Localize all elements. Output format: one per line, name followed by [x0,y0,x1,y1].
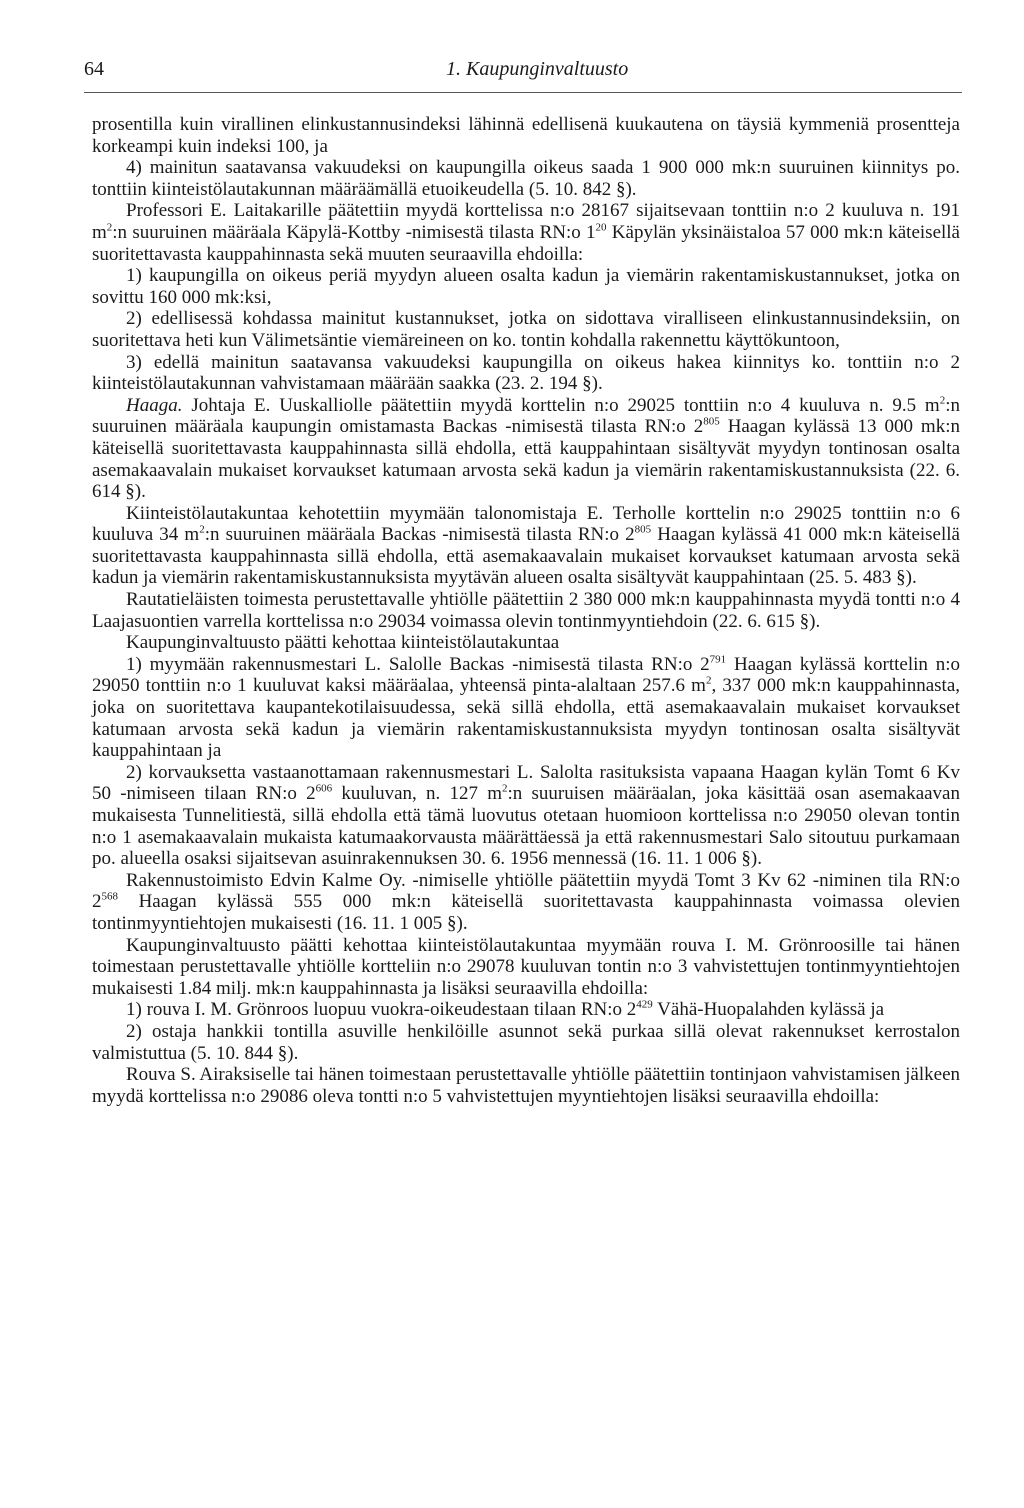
text-run: Rautatieläisten toimesta perustettavalle yhtiölle päätettiin 2 380 000 mk:n kauppahinnasta myydä tontti n:o 4 Laajasuontien varrella korttelissa n:o 29034 voimassa olevin tontinmyyntiehdoin (22. 6. 615 §). [92,589,960,632]
page-number: 64 [84,58,104,80]
paragraph [92,632,960,654]
text-run: Professori E. Laitakarille päätettiin myydä korttelissa n:o 28167 sijaitsevaan tonttiin n:o 2 kuuluva n. 191 m [92,200,960,243]
text-run: 2) edellisessä kohdassa mainitut kustannukset, jotka on sidottava viralliseen elinkustannusindeksiin, on suoritettava heti kun Välimetsäntie viemäreineen on ko. tontin kohdalla rakennettu käyttökuntoon, [92,308,960,351]
text-run: 4) mainitun saatavansa vakuudeksi on kaupungilla oikeus saada 1 900 000 mk:n suuruinen kiinnitys po. tonttiin kiinteistölautakunnan määräämällä etuoikeudella (5. 10. 842 §). [92,157,960,200]
text-run: :n suuruinen määräala Backas -nimisestä tilasta RN:o 2 [204,524,635,546]
superscript: 2 [705,675,712,688]
paragraph [92,200,960,265]
text-run: 3) edellä mainitun saatavansa vakuudeksi kaupungilla on oikeus hakea kiinnitys ko. tonttiin n:o 2 kiinteistölautakunnan vahvistamaan määrään saakka (23. 2. 194 §). [92,351,960,395]
superscript: 2 [501,783,508,796]
superscript: 429 [636,999,653,1012]
superscript: 791 [709,653,727,666]
paragraph [92,1021,960,1064]
text-run: 2) korvauksetta vastaanottamaan rakennusmestari L. Salolta rasituksista vapaana Haagan kylän Tomt 6 Kv 50 -nimiseen tilaan RN:o 2 [92,761,960,805]
text-run: kuuluvan, n. 127 m [332,783,502,805]
paragraph [92,114,960,157]
superscript: 805 [634,523,652,536]
text-run: Haagan kylässä 13 000 mk:n käteisellä suoritettavasta kauppahinnasta sillä ehdolla, että kauppahintaan sisältyvät myydyn tontinosan osalta asemakaavalain mukaiset korvaukset katumaan arvosta sekä kadun ja viemärin rakentamiskustannuksista (22. 6. 614 §). [92,416,960,503]
paragraph [92,1064,960,1107]
text-run: Haagan kylässä 555 000 mk:n käteisellä suoritettavasta kauppahinnasta voimassa olevien tontinmyyntiehtojen mukaisesti (16. 11. 1 005 §). [92,891,960,934]
paragraph [92,395,960,503]
running-title: 1. Kaupunginvaltuusto [446,58,629,80]
text-run: Rakennustoimisto Edvin Kalme Oy. -nimiselle yhtiölle päätettiin myydä Tomt 3 Kv 62 -niminen tila RN:o 2 [92,869,960,913]
paragraph [92,589,960,632]
paragraph [92,352,960,395]
text-run: prosentilla kuin virallinen elinkustannusindeksi lähinnä edellisenä kuukautena on täysiä kymmeniä prosentteja korkeampi kuin indeksi 100, ja [92,114,960,157]
paragraph [92,654,960,762]
paragraph [92,935,960,1000]
text-run: Kaupunginvaltuusto päätti kehottaa kiinteistölautakuntaa myymään rouva I. M. Grönroosille tai hänen toimestaan perustettavalle yhtiölle kortteliin n:o 29078 kuuluvan tontin n:o 3 vahvistettujen tontinmyyntiehtojen mukaisesti 1.84 milj. mk:n kauppahinnasta ja lisäksi seuraavilla ehdoilla: [92,934,960,999]
superscript: 568 [101,891,118,904]
text-run: :n suuruisen määräalan, joka käsittää osan asemakaavan mukaisesta Tunnelitiestä, sillä ehdolla että tämä luovutus otetaan huomioon korttelissa n:o 29050 olevan tontin n:o 1 asemakaavalain mukaista katumaakorvausta määrättäessä ja että rakennusmestari Salo sitoutuu purkamaan po. alueella osaksi sijaitsevan asuinrakennuksen 30. 6. 1956 mennessä (16. 11. 1 006 §). [92,783,960,870]
text-run: , 337 000 mk:n kauppahinnasta, joka on suoritettava kaupantekotilaisuudessa, sekä sillä ehdolla, että asemakaavalain mukaiset korvaukset katumaan arvosta sekä kadun ja viemärin rakentamiskustannuksista myydyn tontinosan osalta sisältyvät kauppahintaan ja [92,675,960,762]
paragraph [92,503,960,589]
page-header [84,58,964,92]
superscript: 606 [315,783,333,796]
paragraph [92,157,960,200]
text-run: Käpylän yksinäistaloa 57 000 mk:n käteisellä suoritettavasta kauppahinnasta sekä muuten seuraavilla ehdoilla: [92,221,960,265]
superscript: 2 [106,221,113,234]
header-rule [84,92,962,93]
text-run: 1) rouva I. M. Grönroos luopuu vuokra-oikeudestaan tilaan RN:o 2 [126,999,637,1021]
text-run: 1) kaupungilla on oikeus periä myydyn alueen osalta kadun ja viemärin rakentamiskustannukset, jotka on sovittu 160 000 mk:ksi, [92,265,960,308]
text-run: Kaupunginvaltuusto päätti kehottaa kiinteistölautakuntaa [126,632,560,654]
text-run: Kiinteistölautakuntaa kehotettiin myymään talonomistaja E. Terholle korttelin n:o 29025 tonttiin n:o 6 kuuluva 34 m [92,502,960,546]
text-run: Haagan kylässä 41 000 mk:n käteisellä suoritettavasta kauppahinnasta sillä ehdolla, että asemakaavalain mukaiset korvaukset katumaan arvosta sekä kadun ja viemärin rakentamiskustannuksista myytävän alueen osalta sisältyvät kauppahintaan (25. 5. 483 §). [92,524,960,589]
text-run: Vähä-Huopalahden kylässä ja [652,999,885,1021]
text-run: :n suuruinen määräala Käpylä-Kottby -nimisestä tilasta RN:o 1 [112,221,596,243]
text-run: Johtaja E. Uuskalliolle päätettiin myydä korttelin n:o 29025 tonttiin n:o 4 kuuluva n. 9.5 m [182,394,940,416]
superscript: 20 [595,221,607,234]
paragraph [92,265,960,308]
paragraph [92,999,960,1021]
text-run: Haagan kylässä korttelin n:o 29050 tonttiin n:o 1 kuuluvat kaksi määräalaa, yhteensä pinta-alaltaan 257.6 m [92,653,961,697]
superscript: 2 [939,394,946,407]
superscript: 805 [703,415,720,428]
superscript: 2 [199,523,205,536]
document-body [92,114,960,1107]
text-run: 1) myymään rakennusmestari L. Salolle Backas -nimisestä tilasta RN:o 2 [126,653,710,675]
paragraph [92,308,960,351]
text-run: :n suuruinen määräala kaupungin omistamasta Backas -nimisestä tilasta RN:o 2 [92,394,960,438]
paragraph [92,870,960,935]
text-run: Rouva S. Airaksiselle tai hänen toimestaan perustettavalle yhtiölle päätettiin tontinjaon vahvistamisen jälkeen myydä korttelissa n:o 29086 oleva tontti n:o 5 vahvistettujen myyntiehtojen lisäksi seuraavilla ehdoilla: [92,1064,960,1107]
text-run: 2) ostaja hankkii tontilla asuville henkilöille asunnot sekä purkaa sillä olevat rakennukset kerrostalon valmistuttua (5. 10. 844 §). [92,1020,960,1064]
italic-heading: Haaga. [126,394,183,416]
paragraph [92,762,960,870]
